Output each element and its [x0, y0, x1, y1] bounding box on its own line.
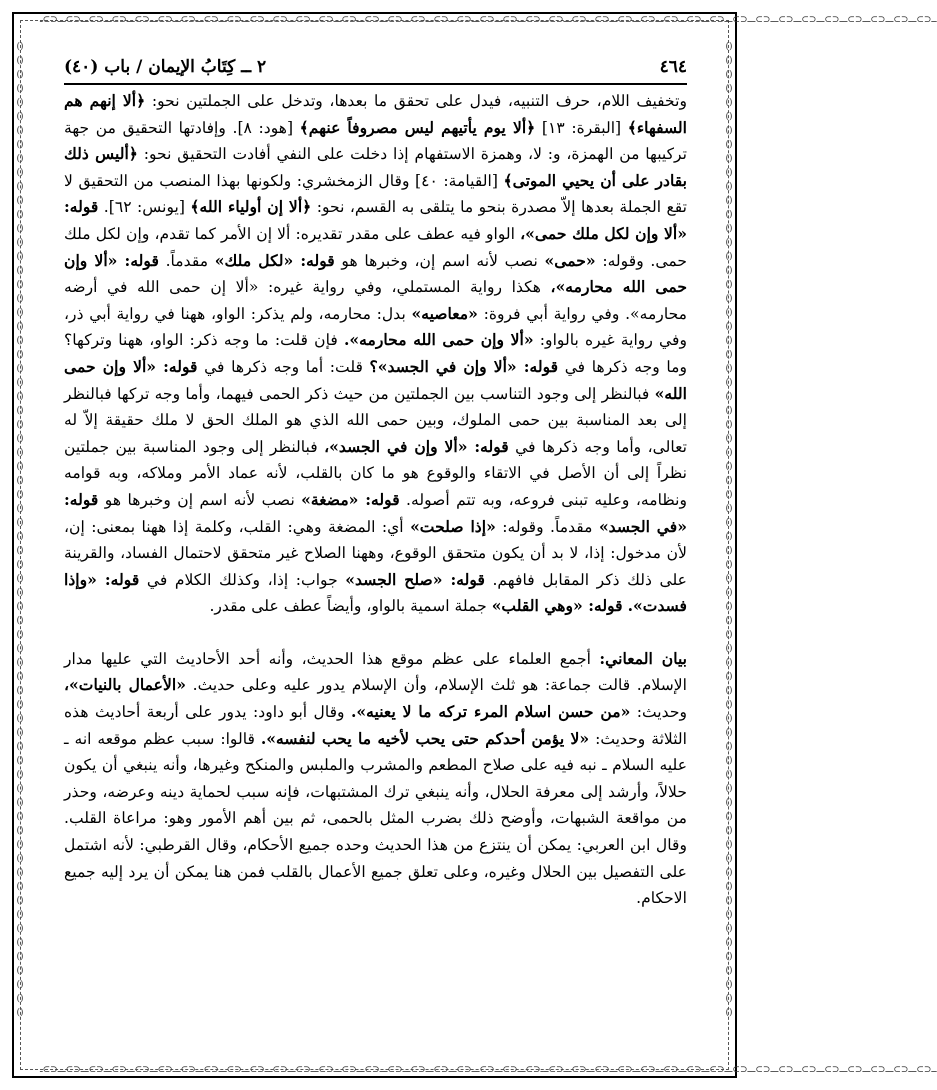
bold-text-segment: «معاصيه» [411, 303, 478, 323]
bold-text-segment: ﴿ألا يوم يأتيهم ليس مصروفاً عنهم﴾ [299, 117, 536, 137]
text-segment: أجمع العلماء على عظم موقع هذا الحديث، وأنه أحد الأحاديث التي عليها مدار الإسلام. قالت جماعة: هو ثلث الإسلام، وأن الإسلام يدور عليه وعلى حديث. [64, 649, 688, 695]
page-header [64, 54, 687, 80]
text-segment: قالوا: سبب عظم موقعه انه ـ عليه السلام ـ نبه فيه على صلاح المطعم والمشرب والملبس والمنكح وغيرها، وأنه ينبغي أن يكون حلالاً، وأرشد إلى معرفة الحلال، وأنه ينبغي ترك المشتبهات، فإنه سبب لحماية دينه وعرضه، وحذر من مواقعة الشبهات، وأوضح ذلك بضرب المثل بالحمى، ثم بين أهم الأمور وهو: مراعاة القلب. وقال ابن العربي: يمكن أن ينتزع من هذا الحديث وحده جميع الأحكام، وقال القرطبي: لأنه اشتمل على التفصيل بين الحلال وغيره، وعلى تعلق جميع الأعمال بالقلب فمن هنا يمكن أن يرد إليه جميع الاحكام. [64, 729, 687, 908]
text-segment: الواو فيه عطف على مقدر تقديره: ألا إن الأمر كما تقدم، وإن لكل ملك حمى. وقوله: [64, 224, 687, 270]
text-segment: نصب لأنه اسم إن، وخبرها هو [334, 251, 545, 270]
bold-text-segment: قوله: «مضغة» [301, 489, 400, 509]
bold-text-segment: قوله: «وهي القلب» [491, 596, 623, 616]
text-segment: هكذا رواية المستملي، وفي رواية غيره: «ألا إن حمى الله في أرضه محارمه». وفي رواية أبي فروة: [64, 278, 688, 323]
page-body [64, 88, 687, 912]
bold-text-segment: قوله: «ألا وإن في الجسد»، [324, 436, 509, 456]
bold-text-segment: قوله: «وإذا فسدت». [64, 569, 687, 616]
right-ornament-border: ()()()()()()()()()()()()()()()()()()()()()()()()()()()()()()()()()()()()()()()()()()()()()()()()()()()()()()()()()()()()()()()()()()()()()() [725, 42, 733, 1018]
paragraph-meanings [64, 646, 687, 912]
bold-text-segment: قوله: «في الجسد» [64, 489, 688, 536]
text-segment: وحديث: [630, 703, 687, 722]
text-segment: [البقرة: ١٣] [535, 118, 628, 137]
bold-text-segment: قوله: «ألا وإن حمى الله» [64, 356, 687, 403]
bold-text-segment: ﴿أليس ذلك بقادر على أن يحيي الموتى﴾ [64, 144, 687, 190]
bold-text-segment: بيان المعاني: [599, 648, 687, 668]
book-chapter-title: ٢ ــ كِتَابُ الإيمان / باب (٤٠) [64, 57, 267, 77]
text-segment: قلت: أما وجه ذكرها في [197, 357, 370, 376]
paragraph-commentary [64, 88, 687, 620]
text-segment: فإن قلت: ما وجه ذكر: الواو، ههنا وتركها؟ وما وجه ذكرها في [64, 331, 687, 376]
text-segment: [يونس: ٦٢]. [98, 198, 191, 217]
text-segment: فبالنظر إلى وجود المناسبة بين جملتين نظراً إلى أن الأصل في الاتقاء والوقوع هو ما كان بالقلب، لأنه عماد الأمر وملاكه، وبه قوامه ونظامه، وعليه تبنى فروعه، وبه تتم أصوله. [64, 437, 687, 509]
text-segment: وتخفيف اللام، حرف التنبيه، فيدل على تحقق ما بعدها، وتدخل على الجملتين نحو: [145, 92, 687, 110]
text-segment: فبالنظر إلى وجود التناسب بين الجملتين من حيث ذكر الحمى فيهما، وأما وجه تركها فبالنظر إلى بعد المناسبة بين حمى الملوك، وبين حمى الله الذي هو الملك الحق لا ملك حقيقة إلاّ له تعالى، وأما وجه ذكرها في [64, 384, 688, 456]
text-segment: [القيامة: ٤٠] وقال الزمخشري: ولكونها بهذا المنصب من التحقيق لا تقع الجملة بعدها إلاّ مصدرة بنحو ما يتلقى به القسم، نحو: [64, 171, 688, 217]
text-segment: بدل: محارمه، ولم يذكر: الواو، ههنا في رواية أبي ذر، وفي رواية غيره بالواو: [64, 304, 687, 350]
text-segment: جملة اسمية بالواو، وأيضاً عطف على مقدر. [209, 597, 492, 616]
bold-text-segment: قوله: «ألا وإن حمى الله محارمه»، [64, 250, 688, 297]
bottom-ornament-border: ــ⊂⊃ـــ⊂⊃ـــ⊂⊃ـــ⊂⊃ـــ⊂⊃ـــ⊂⊃ـــ⊂⊃ـــ⊂⊃ـــ⊂⊃ـــ⊂⊃ـــ⊂⊃ـــ⊂⊃ـــ⊂⊃ـــ⊂⊃ـــ⊂⊃ـــ⊂⊃ـــ⊂⊃ـــ⊂⊃ـــ⊂⊃ـــ⊂⊃ـــ⊂⊃ـــ⊂⊃ـــ⊂⊃ـــ⊂⊃ـــ⊂⊃ـــ⊂⊃ـــ⊂⊃ـــ⊂⊃ـــ⊂⊃ـــ⊂⊃ـــ⊂⊃ـــ⊂⊃ـــ⊂⊃ـــ⊂⊃ـــ⊂⊃ـــ⊂⊃ـــ⊂⊃ـــ⊂⊃ـــ⊂⊃ـ [40, 1065, 937, 1075]
bold-text-segment: «من حسن اسلام المرء تركه ما لا يعنيه». [350, 702, 631, 722]
left-ornament-border: ()()()()()()()()()()()()()()()()()()()()()()()()()()()()()()()()()()()()()()()()()()()()()()()()()()()()()()()()()()()()()()()()()()()()()() [16, 42, 24, 1018]
text-segment: وقال أبو داود: يدور على أربعة أحاديث هذه الثلاثة وحديث: [64, 703, 688, 748]
text-segment: [هود: ٨]. وإفادتها التحقيق من جهة تركيبها من الهمزة، و: لا، وهمزة الاستفهام إذا دخلت على النفي أفادت التحقيق نحو: [64, 118, 687, 164]
header-divider [64, 83, 687, 85]
text-segment: جواب: إذا، وكذلك الكلام في [139, 570, 346, 589]
top-ornament-border: ــ⊂⊃ـــ⊂⊃ـــ⊂⊃ـــ⊂⊃ـــ⊂⊃ـــ⊂⊃ـــ⊂⊃ـــ⊂⊃ـــ⊂⊃ـــ⊂⊃ـــ⊂⊃ـــ⊂⊃ـــ⊂⊃ـــ⊂⊃ـــ⊂⊃ـــ⊂⊃ـــ⊂⊃ـــ⊂⊃ـــ⊂⊃ـــ⊂⊃ـــ⊂⊃ـــ⊂⊃ـــ⊂⊃ـــ⊂⊃ـــ⊂⊃ـــ⊂⊃ـــ⊂⊃ـــ⊂⊃ـــ⊂⊃ـــ⊂⊃ـــ⊂⊃ـــ⊂⊃ـــ⊂⊃ـــ⊂⊃ـــ⊂⊃ـــ⊂⊃ـــ⊂⊃ـــ⊂⊃ـــ⊂⊃ـ [40, 15, 937, 25]
bold-text-segment: «ألا وإن حمى الله محارمه». [343, 330, 534, 350]
bold-text-segment: «إذا صلحت» [410, 516, 496, 536]
bold-text-segment: قوله: «صلح الجسد» [345, 569, 485, 589]
bold-text-segment: ﴿ألا إن أولياء الله﴾ [190, 197, 312, 217]
bold-text-segment: قوله: «ألا وإن في الجسد»؟ [369, 356, 559, 376]
text-segment: مقدماً. وقوله: [495, 517, 599, 536]
bold-text-segment: ﴿ألا إنهم هم السفهاء﴾ [64, 91, 687, 137]
bold-text-segment: «حمى» [544, 250, 596, 270]
page-number: ٤٦٤ [659, 57, 687, 77]
text-segment: مقدماً. [158, 251, 215, 270]
bold-text-segment: قوله: «لكل ملك» [214, 250, 335, 270]
bold-text-segment: «لا يؤمن أحدكم حتى يحب لأخيه ما يحب لنفسه». [260, 728, 590, 748]
bold-text-segment: قوله: «ألا وإن لكل ملك حمى»، [64, 197, 687, 243]
text-segment: نصب لأنه اسم إن وخبرها هو [98, 490, 302, 509]
bold-text-segment: «الأعمال بالنيات»، [64, 675, 186, 695]
text-segment: أي: المضغة وهي: القلب، وكلمة إذا ههنا بمعنى: إن، لأن مدخول: إذا، لا بد أن يكون متحقق الوقوع، وههنا الصلاح غير متحقق لاحتمال الفساد، والقرينة على ذلك ذكر المقابل فافهم. [64, 517, 687, 589]
